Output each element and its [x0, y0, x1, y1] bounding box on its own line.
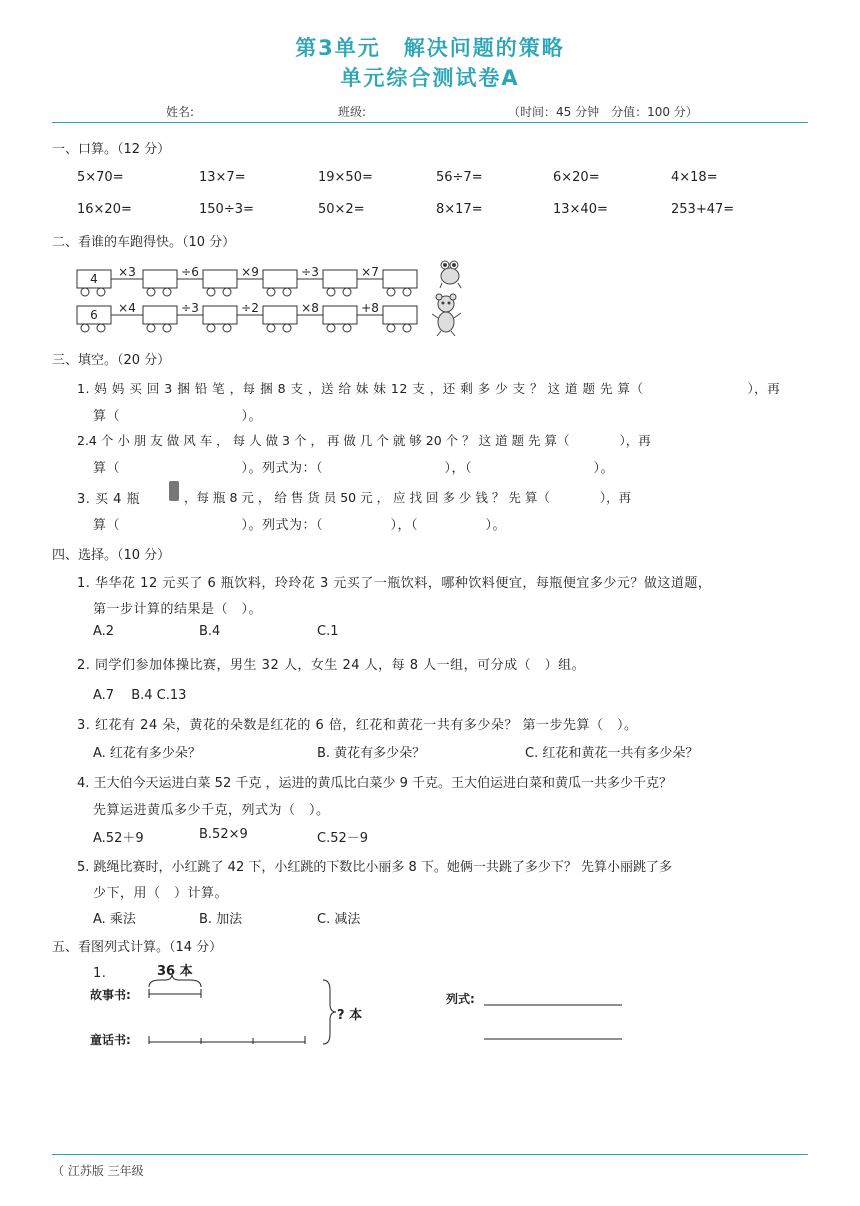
brace-right [323, 980, 336, 1044]
choice-option: C.1 [317, 624, 339, 639]
fill-q3-line1a: 3. 买 4 瓶 [77, 492, 141, 507]
choice-q5-line2: 少下，用（ ）计算。 [93, 886, 229, 901]
fill-q1-line1: 1. 妈 妈 买 回 3 捆 铅 笔 ，每 捆 8 支 ，送 给 妹 妹 12 支 ，还 剩 多 少 支 ？ 这 道 题 先 算（ ），再 [77, 381, 781, 396]
choice-option: C. 减法 [317, 912, 361, 927]
calc-item: 5×70= [77, 170, 124, 185]
diagram-q-number: 1. [93, 966, 107, 981]
storybook-label: 故事书: [90, 988, 131, 1002]
section2-heading: 二、看谁的车跑得快。（10 分） [52, 235, 236, 250]
top-quantity-label: 36 本 [157, 964, 193, 979]
choice-option: C.52－9 [317, 831, 369, 846]
time-score-label: （时间：45 分钟 分值：100 分） [508, 105, 698, 119]
page-title: 第3单元 解决问题的策略 [295, 36, 565, 60]
train2-op: +8 [361, 301, 379, 315]
calc-item: 50×2= [318, 202, 365, 217]
choice-q4-line1: 4. 王大伯今天运进白菜 52 千克 ，运进的黄瓜比白菜少 9 千克。王大伯运进白菜和黄瓜一共多少千克？ [77, 776, 673, 791]
train1-op: ×3 [118, 265, 136, 279]
section1-heading: 一、口算。（12 分） [52, 142, 171, 157]
train2-op: ÷2 [241, 301, 259, 315]
calc-item: 253+47= [671, 202, 735, 217]
frog-icon [440, 261, 461, 288]
bear-icon [432, 294, 461, 336]
page-subtitle: 单元综合测试卷A [340, 66, 520, 90]
choice-q1-line1: 1. 华华花 12 元买了 6 瓶饮料，玲玲花 3 元买了一瓶饮料，哪种饮料便宜，每瓶便宜多少元？做这道题， [77, 576, 712, 591]
bar-diagram [140, 972, 640, 1052]
fill-q2-line2: 算（ ）。列式为：（ ），（ ）。 [93, 461, 615, 476]
fill-q3-line2: 算（ ）。列式为：（ ），（ ）。 [93, 518, 507, 533]
choice-option: C. 红花和黄花一共有多少朵？ [525, 746, 699, 761]
calc-item: 19×50= [318, 170, 373, 185]
fill-q1-line2: 算（ ）。 [93, 409, 263, 424]
choice-option: B.4 [199, 624, 221, 639]
calc-item: 6×20= [553, 170, 600, 185]
train2-start: 6 [90, 308, 98, 322]
footer-text: （ 江苏版 三年级 [52, 1164, 144, 1178]
train2-op: ×8 [301, 301, 319, 315]
class-label: 班级: [338, 105, 367, 119]
calc-item: 8×17= [436, 202, 483, 217]
choice-q4-line2: 先算运进黄瓜多少千克，列式为（ ）。 [93, 803, 330, 818]
formula-label: 列式: [446, 992, 475, 1006]
train1-op: ÷6 [181, 265, 199, 279]
choice-option: B. 黄花有多少朵？ [317, 746, 426, 761]
train2-op: ×4 [118, 301, 136, 315]
section5-heading: 五、看图列式计算。（14 分） [52, 940, 223, 955]
header-rule [52, 122, 808, 123]
choice-q2-line1: 2. 同学们参加体操比赛，男生 32 人，女生 24 人，每 8 人一组，可分成（ ）组。 [77, 658, 586, 673]
calc-item: 56÷7= [436, 170, 483, 185]
train1-op: ×9 [241, 265, 259, 279]
choice-q2-options: A.7 B.4 C.13 [93, 688, 187, 703]
footer-rule [52, 1154, 808, 1155]
calc-item: 150÷3= [199, 202, 254, 217]
choice-q3-line1: 3. 红花有 24 朵，黄花的朵数是红花的 6 倍，红花和黄花一共有多少朵？ 第一步先算（ ）。 [77, 718, 638, 733]
choice-q1-line2: 第一步计算的结果是（ ）。 [93, 602, 263, 617]
choice-option: B. 加法 [199, 912, 243, 927]
fill-q3-line1b: ，每 瓶 8 元 ， 给 售 货 员 50 元 ， 应 找 回 多 少 钱 ？ 先 算（ ），再 [184, 490, 632, 505]
section3-heading: 三、填空。（20 分） [52, 353, 171, 368]
brace-top [149, 975, 201, 987]
fill-q2-line1: 2.4 个 小 朋 友 做 风 车 ， 每 人 做 3 个 ， 再 做 几 个 就 够 20 个 ？ 这 道 题 先 算（ ），再 [77, 433, 651, 448]
choice-option: A. 乘法 [93, 912, 136, 927]
question-label: ? 本 [337, 1008, 363, 1023]
calc-item: 4×18= [671, 170, 718, 185]
choice-option: A. 红花有多少朵？ [93, 746, 201, 761]
calc-item: 13×7= [199, 170, 246, 185]
choice-option: B.52×9 [199, 827, 248, 842]
calc-item: 13×40= [553, 202, 608, 217]
choice-option: A.52＋9 [93, 831, 144, 846]
train1-op: ×7 [361, 265, 379, 279]
train-diagram [70, 254, 470, 340]
train1-op: ÷3 [301, 265, 319, 279]
section4-heading: 四、选择。（10 分） [52, 548, 171, 563]
choice-q5-line1: 5. 跳绳比赛时，小红跳了 42 下，小红跳的下数比小丽多 8 下。她俩一共跳了多少下？ 先算小丽跳了多 [77, 860, 673, 875]
name-label: 姓名: [166, 105, 195, 119]
choice-option: A.2 [93, 624, 115, 639]
bottle-icon [169, 481, 179, 501]
calc-item: 16×20= [77, 202, 132, 217]
train1-start: 4 [90, 272, 98, 286]
fairytale-label: 童话书: [90, 1033, 131, 1047]
train2-op: ÷3 [181, 301, 199, 315]
